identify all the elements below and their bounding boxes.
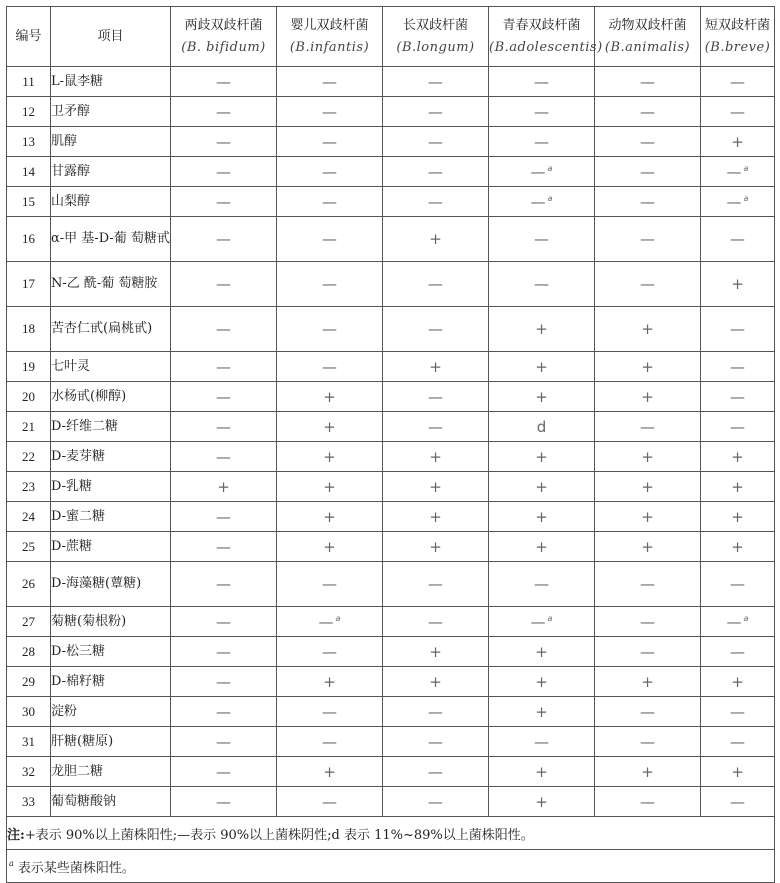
fermentation-table	[6, 6, 775, 883]
footnote-marker: a	[743, 163, 749, 173]
result-cell	[277, 607, 383, 637]
result-cell: —	[595, 127, 701, 157]
row-item: 苦杏仁甙(扁桃甙)	[51, 307, 171, 352]
row-item: 菊糖(菊根粉)	[51, 607, 171, 637]
row-item: 龙胆二糖	[51, 757, 171, 787]
row-item: 葡萄糖酸钠	[51, 787, 171, 817]
result-cell: +	[595, 442, 701, 472]
result-cell: +	[489, 502, 595, 532]
result-cell: —	[383, 787, 489, 817]
table-body	[7, 67, 775, 817]
table-row	[7, 352, 775, 382]
result-cell: —	[171, 697, 277, 727]
result-cell	[701, 187, 775, 217]
row-item: N-乙 酰-葡 萄糖胺	[51, 262, 171, 307]
result-cell: —	[277, 352, 383, 382]
result-cell: —	[489, 97, 595, 127]
result-cell: —	[171, 67, 277, 97]
result-cell: d	[489, 412, 595, 442]
result-cell: +	[595, 757, 701, 787]
col-header-no: 编号	[7, 7, 51, 67]
col-header-species	[171, 7, 277, 67]
species-cn: 两歧双歧杆菌	[184, 17, 263, 33]
result-cell: +	[595, 472, 701, 502]
table-row	[7, 637, 775, 667]
table-row	[7, 157, 775, 187]
result-cell: +	[489, 667, 595, 697]
result-cell: —	[595, 607, 701, 637]
result-cell: —	[171, 127, 277, 157]
result-cell: —	[383, 262, 489, 307]
result-cell: +	[489, 757, 595, 787]
row-number: 21	[7, 412, 51, 442]
result-cell: —	[701, 787, 775, 817]
result-cell: —	[701, 97, 775, 127]
result-value: —	[318, 612, 334, 631]
row-number: 24	[7, 502, 51, 532]
table-row	[7, 472, 775, 502]
row-number: 31	[7, 727, 51, 757]
result-cell: —	[489, 67, 595, 97]
result-cell: +	[595, 667, 701, 697]
result-cell: —	[383, 607, 489, 637]
note-line-1	[7, 817, 775, 850]
footnote-marker: a	[743, 193, 749, 203]
row-number: 26	[7, 562, 51, 607]
row-item: 山梨醇	[51, 187, 171, 217]
table-row	[7, 217, 775, 262]
result-cell: —	[277, 127, 383, 157]
col-header-species	[489, 7, 603, 67]
table-row	[7, 67, 775, 97]
result-value: —	[530, 162, 546, 181]
result-cell: —	[595, 262, 701, 307]
result-cell: +	[277, 442, 383, 472]
row-number: 19	[7, 352, 51, 382]
row-number: 14	[7, 157, 51, 187]
result-cell: —	[171, 157, 277, 187]
row-item: D-蔗糖	[51, 532, 171, 562]
row-item: D-纤维二糖	[51, 412, 171, 442]
result-cell: —	[383, 187, 489, 217]
row-item: 七叶灵	[51, 352, 171, 382]
row-item: 淀粉	[51, 697, 171, 727]
col-header-species	[701, 7, 775, 67]
result-cell: —	[489, 727, 595, 757]
row-item: 水杨甙(柳醇)	[51, 382, 171, 412]
row-number: 28	[7, 637, 51, 667]
result-cell: —	[277, 67, 383, 97]
result-cell	[701, 157, 775, 187]
result-cell: —	[277, 697, 383, 727]
result-cell: +	[383, 352, 489, 382]
result-cell: —	[595, 217, 701, 262]
result-cell: —	[701, 637, 775, 667]
col-header-species	[277, 7, 383, 67]
row-item: 卫矛醇	[51, 97, 171, 127]
result-cell: —	[171, 307, 277, 352]
result-cell: +	[489, 352, 595, 382]
row-number: 27	[7, 607, 51, 637]
result-cell: —	[595, 787, 701, 817]
result-cell: —	[383, 67, 489, 97]
result-cell: —	[171, 727, 277, 757]
row-number: 17	[7, 262, 51, 307]
species-latin: (B.breve)	[704, 39, 771, 55]
result-cell: +	[277, 667, 383, 697]
result-cell: —	[701, 727, 775, 757]
footnote-marker: a	[547, 163, 553, 173]
result-cell: +	[277, 532, 383, 562]
table-row	[7, 562, 775, 607]
note-line-2	[7, 850, 775, 883]
table-row	[7, 442, 775, 472]
row-item: 肝糖(糖原)	[51, 727, 171, 757]
result-cell: —	[171, 607, 277, 637]
table-row	[7, 757, 775, 787]
result-cell: —	[383, 757, 489, 787]
row-item: D-蜜二糖	[51, 502, 171, 532]
result-cell: +	[701, 262, 775, 307]
result-cell: +	[171, 472, 277, 502]
species-latin: (B.infantis)	[289, 39, 370, 55]
result-cell: —	[595, 67, 701, 97]
row-item: D-松三糖	[51, 637, 171, 667]
result-cell: —	[489, 217, 595, 262]
result-cell: —	[595, 697, 701, 727]
species-latin: (B.animalis)	[604, 39, 691, 55]
result-cell: —	[383, 382, 489, 412]
result-cell: +	[277, 502, 383, 532]
table-row	[7, 607, 775, 637]
table-row	[7, 667, 775, 697]
table-row	[7, 787, 775, 817]
table-row	[7, 262, 775, 307]
result-cell: +	[489, 382, 595, 412]
result-value: —	[726, 192, 742, 211]
row-number: 12	[7, 97, 51, 127]
result-cell: —	[171, 382, 277, 412]
result-cell: —	[383, 562, 489, 607]
result-cell: +	[383, 667, 489, 697]
result-cell: +	[595, 532, 701, 562]
footnote-marker: a	[547, 193, 553, 203]
table-row	[7, 727, 775, 757]
result-cell: —	[383, 697, 489, 727]
row-number: 25	[7, 532, 51, 562]
result-cell: —	[595, 412, 701, 442]
result-cell: —	[171, 757, 277, 787]
table-row	[7, 502, 775, 532]
result-cell: —	[171, 637, 277, 667]
result-cell: —	[277, 727, 383, 757]
row-number: 11	[7, 67, 51, 97]
result-cell	[489, 157, 595, 187]
note-marker: a	[9, 859, 14, 869]
result-cell: —	[489, 262, 595, 307]
result-cell: —	[701, 562, 775, 607]
species-cn: 动物双歧杆菌	[608, 17, 687, 33]
result-cell: +	[383, 502, 489, 532]
row-item: 甘露醇	[51, 157, 171, 187]
result-cell: —	[595, 562, 701, 607]
result-cell: —	[277, 97, 383, 127]
table-row	[7, 412, 775, 442]
row-item: α-甲 基-D-葡 萄糖甙	[51, 217, 171, 262]
result-cell: +	[701, 502, 775, 532]
result-cell: +	[701, 667, 775, 697]
result-cell: +	[701, 532, 775, 562]
note-text: 表示某些菌株阳性。	[17, 860, 135, 876]
result-cell: —	[277, 307, 383, 352]
row-number: 32	[7, 757, 51, 787]
species-cn: 青春双歧杆菌	[502, 17, 581, 33]
species-latin: (B.adolescentis)	[489, 39, 603, 55]
species-cn: 短双歧杆菌	[704, 17, 770, 33]
row-number: 15	[7, 187, 51, 217]
result-cell: —	[171, 262, 277, 307]
result-cell: +	[383, 442, 489, 472]
result-cell: +	[595, 502, 701, 532]
result-cell: —	[277, 187, 383, 217]
note-label: 注:	[7, 827, 25, 843]
result-cell: —	[595, 187, 701, 217]
result-cell: +	[489, 472, 595, 502]
row-number: 13	[7, 127, 51, 157]
result-cell: +	[489, 532, 595, 562]
result-cell	[701, 607, 775, 637]
row-number: 33	[7, 787, 51, 817]
col-header-species	[595, 7, 701, 67]
result-cell: +	[277, 382, 383, 412]
table-row	[7, 127, 775, 157]
result-cell: —	[701, 382, 775, 412]
result-cell: —	[171, 667, 277, 697]
row-number: 22	[7, 442, 51, 472]
result-cell: +	[489, 787, 595, 817]
result-cell: —	[171, 352, 277, 382]
table-notes	[7, 817, 775, 883]
row-item: L-鼠李糖	[51, 67, 171, 97]
result-cell: —	[383, 307, 489, 352]
result-cell: +	[595, 352, 701, 382]
result-cell: —	[171, 502, 277, 532]
table-row	[7, 382, 775, 412]
result-cell: +	[489, 697, 595, 727]
result-cell: —	[171, 187, 277, 217]
result-cell: —	[171, 532, 277, 562]
species-latin: (B. bifidum)	[181, 39, 266, 55]
result-cell: —	[701, 307, 775, 352]
result-cell: +	[701, 472, 775, 502]
result-cell	[489, 187, 595, 217]
table-header	[7, 7, 775, 67]
row-number: 16	[7, 217, 51, 262]
result-cell: —	[701, 67, 775, 97]
result-cell: —	[383, 97, 489, 127]
result-cell: —	[383, 127, 489, 157]
footnote-marker: a	[547, 613, 553, 623]
result-cell: —	[383, 157, 489, 187]
result-cell: —	[595, 727, 701, 757]
col-header-item: 项目	[51, 7, 171, 67]
result-cell: —	[701, 412, 775, 442]
table-row	[7, 97, 775, 127]
result-cell: —	[701, 697, 775, 727]
result-cell: —	[171, 787, 277, 817]
row-item: D-棉籽糖	[51, 667, 171, 697]
result-cell: +	[489, 637, 595, 667]
footnote-marker: a	[335, 613, 341, 623]
row-number: 30	[7, 697, 51, 727]
result-cell: —	[383, 412, 489, 442]
footnote-marker: a	[743, 613, 749, 623]
result-value: —	[530, 192, 546, 211]
result-cell: —	[277, 637, 383, 667]
col-header-species	[383, 7, 489, 67]
result-cell: +	[383, 637, 489, 667]
row-item: D-海藻糖(蕈糖)	[51, 562, 171, 607]
row-item: 肌醇	[51, 127, 171, 157]
result-value: —	[726, 612, 742, 631]
result-cell: +	[595, 307, 701, 352]
result-cell: +	[701, 127, 775, 157]
result-cell: —	[489, 562, 595, 607]
result-value: —	[726, 162, 742, 181]
result-cell: +	[595, 382, 701, 412]
row-number: 23	[7, 472, 51, 502]
result-cell: +	[383, 472, 489, 502]
result-cell: +	[277, 412, 383, 442]
result-cell: —	[171, 562, 277, 607]
table-row	[7, 187, 775, 217]
species-cn: 婴儿双歧杆菌	[290, 17, 369, 33]
result-cell: —	[277, 262, 383, 307]
row-item: D-麦芽糖	[51, 442, 171, 472]
table-row	[7, 532, 775, 562]
row-item: D-乳糖	[51, 472, 171, 502]
result-cell: —	[277, 217, 383, 262]
result-cell: +	[701, 757, 775, 787]
table-row	[7, 307, 775, 352]
result-cell: —	[277, 787, 383, 817]
result-cell: —	[171, 217, 277, 262]
result-cell: —	[383, 727, 489, 757]
note-text: +表示 90%以上菌株阳性;—表示 90%以上菌株阴性;d 表示 11%~89%以上菌株阳性。	[24, 827, 534, 843]
result-cell: —	[277, 562, 383, 607]
row-number: 20	[7, 382, 51, 412]
result-cell: +	[489, 442, 595, 472]
result-cell: —	[595, 97, 701, 127]
row-number: 29	[7, 667, 51, 697]
result-cell: —	[171, 412, 277, 442]
result-cell: —	[701, 217, 775, 262]
result-cell: +	[383, 532, 489, 562]
result-cell: +	[383, 217, 489, 262]
result-cell: —	[701, 352, 775, 382]
species-cn: 长双歧杆菌	[402, 17, 468, 33]
result-cell: —	[277, 157, 383, 187]
result-cell: —	[171, 97, 277, 127]
result-cell: —	[489, 127, 595, 157]
row-number: 18	[7, 307, 51, 352]
species-latin: (B.longum)	[396, 39, 475, 55]
result-cell: —	[595, 637, 701, 667]
result-cell: +	[701, 442, 775, 472]
result-cell: +	[277, 472, 383, 502]
table-row	[7, 697, 775, 727]
result-value: —	[530, 612, 546, 631]
result-cell: —	[595, 157, 701, 187]
result-cell	[489, 607, 595, 637]
result-cell: —	[171, 442, 277, 472]
result-cell: +	[277, 757, 383, 787]
result-cell: +	[489, 307, 595, 352]
